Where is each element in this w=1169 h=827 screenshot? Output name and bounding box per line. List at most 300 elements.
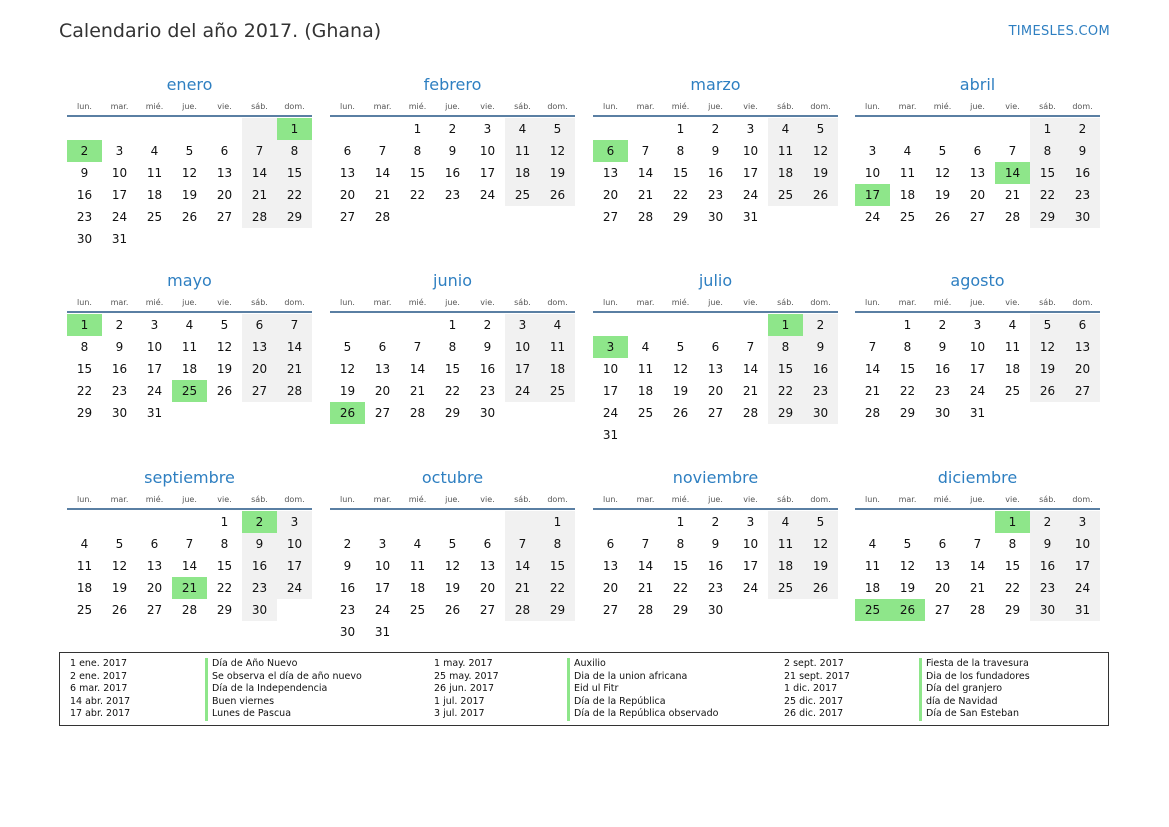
day-cell[interactable]: 14 [505, 555, 540, 577]
day-cell[interactable]: 19 [803, 555, 838, 577]
day-cell[interactable]: 29 [540, 599, 575, 621]
day-cell[interactable]: 25 [540, 380, 575, 402]
day-cell[interactable]: 9 [448, 144, 457, 158]
day-cell[interactable]: 3 [593, 336, 628, 358]
day-cell[interactable]: 31 [146, 406, 163, 420]
day-cell[interactable]: 27 [602, 603, 619, 617]
day-cell[interactable]: 6 [242, 314, 277, 336]
day-cell[interactable]: 8 [1030, 140, 1065, 162]
day-cell[interactable]: 1 [540, 511, 575, 533]
day-cell[interactable]: 21 [742, 384, 759, 398]
day-cell[interactable]: 24 [479, 188, 496, 202]
day-cell[interactable]: 20 [1065, 358, 1100, 380]
day-cell[interactable]: 10 [602, 362, 619, 376]
day-cell[interactable]: 11 [864, 559, 881, 573]
day-cell[interactable]: 28 [242, 206, 277, 228]
day-cell[interactable]: 8 [676, 144, 685, 158]
day-cell[interactable]: 26 [444, 603, 461, 617]
day-cell[interactable]: 1 [1030, 118, 1065, 140]
day-cell[interactable]: 18 [899, 188, 916, 202]
day-cell[interactable]: 6 [593, 140, 628, 162]
day-cell[interactable]: 15 [540, 555, 575, 577]
day-cell[interactable]: 25 [76, 603, 93, 617]
day-cell[interactable]: 1 [676, 122, 685, 136]
day-cell[interactable]: 19 [803, 162, 838, 184]
day-cell[interactable]: 20 [216, 188, 233, 202]
day-cell[interactable]: 25 [1004, 384, 1021, 398]
day-cell[interactable]: 15 [277, 162, 312, 184]
day-cell[interactable]: 26 [111, 603, 128, 617]
day-cell[interactable]: 26 [330, 402, 365, 424]
day-cell[interactable]: 3 [973, 318, 982, 332]
day-cell[interactable]: 25 [855, 599, 890, 621]
day-cell[interactable]: 6 [220, 144, 229, 158]
day-cell[interactable]: 31 [969, 406, 986, 420]
day-cell[interactable]: 12 [803, 533, 838, 555]
day-cell[interactable]: 30 [76, 232, 93, 246]
day-cell[interactable]: 22 [899, 384, 916, 398]
day-cell[interactable]: 8 [277, 140, 312, 162]
day-cell[interactable]: 10 [969, 340, 986, 354]
day-cell[interactable]: 26 [890, 599, 925, 621]
day-cell[interactable]: 4 [768, 511, 803, 533]
day-cell[interactable]: 12 [1030, 336, 1065, 358]
day-cell[interactable]: 24 [1065, 577, 1100, 599]
day-cell[interactable]: 17 [374, 581, 391, 595]
day-cell[interactable]: 21 [374, 188, 391, 202]
day-cell[interactable]: 20 [242, 358, 277, 380]
day-cell[interactable]: 19 [216, 362, 233, 376]
day-cell[interactable]: 1 [995, 511, 1030, 533]
day-cell[interactable]: 16 [934, 362, 951, 376]
day-cell[interactable]: 29 [277, 206, 312, 228]
day-cell[interactable]: 9 [711, 537, 720, 551]
day-cell[interactable]: 5 [115, 537, 124, 551]
day-cell[interactable]: 15 [1004, 559, 1021, 573]
day-cell[interactable]: 24 [602, 406, 619, 420]
day-cell[interactable]: 12 [111, 559, 128, 573]
day-cell[interactable]: 3 [115, 144, 124, 158]
day-cell[interactable]: 4 [185, 318, 194, 332]
day-cell[interactable]: 28 [505, 599, 540, 621]
day-cell[interactable]: 22 [768, 380, 803, 402]
day-cell[interactable]: 16 [242, 555, 277, 577]
day-cell[interactable]: 14 [637, 559, 654, 573]
day-cell[interactable]: 18 [76, 581, 93, 595]
day-cell[interactable]: 16 [111, 362, 128, 376]
day-cell[interactable]: 11 [899, 166, 916, 180]
day-cell[interactable]: 3 [505, 314, 540, 336]
day-cell[interactable]: 12 [216, 340, 233, 354]
day-cell[interactable]: 5 [220, 318, 229, 332]
day-cell[interactable]: 11 [540, 336, 575, 358]
day-cell[interactable]: 19 [1030, 358, 1065, 380]
day-cell[interactable]: 14 [969, 559, 986, 573]
day-cell[interactable]: 30 [803, 402, 838, 424]
day-cell[interactable]: 24 [374, 603, 391, 617]
day-cell[interactable]: 8 [768, 336, 803, 358]
day-cell[interactable]: 24 [969, 384, 986, 398]
day-cell[interactable]: 4 [641, 340, 650, 354]
day-cell[interactable]: 22 [216, 581, 233, 595]
day-cell[interactable]: 31 [742, 210, 759, 224]
day-cell[interactable]: 7 [868, 340, 877, 354]
day-cell[interactable]: 4 [505, 118, 540, 140]
day-cell[interactable]: 16 [339, 581, 356, 595]
day-cell[interactable]: 7 [641, 537, 650, 551]
brand-link[interactable]: TIMESLES.COM [1008, 24, 1110, 39]
day-cell[interactable]: 10 [742, 537, 759, 551]
day-cell[interactable]: 23 [707, 581, 724, 595]
day-cell[interactable]: 25 [637, 406, 654, 420]
day-cell[interactable]: 12 [672, 362, 689, 376]
day-cell[interactable]: 5 [803, 511, 838, 533]
day-cell[interactable]: 20 [602, 581, 619, 595]
day-cell[interactable]: 30 [111, 406, 128, 420]
day-cell[interactable]: 22 [277, 184, 312, 206]
day-cell[interactable]: 13 [602, 166, 619, 180]
day-cell[interactable]: 1 [220, 515, 229, 529]
day-cell[interactable]: 20 [707, 384, 724, 398]
day-cell[interactable]: 24 [742, 581, 759, 595]
day-cell[interactable]: 27 [934, 603, 951, 617]
day-cell[interactable]: 6 [606, 537, 615, 551]
day-cell[interactable]: 10 [1065, 533, 1100, 555]
day-cell[interactable]: 18 [637, 384, 654, 398]
day-cell[interactable]: 8 [903, 340, 912, 354]
day-cell[interactable]: 17 [111, 188, 128, 202]
day-cell[interactable]: 19 [899, 581, 916, 595]
day-cell[interactable]: 8 [448, 340, 457, 354]
day-cell[interactable]: 2 [803, 314, 838, 336]
day-cell[interactable]: 9 [483, 340, 492, 354]
day-cell[interactable]: 1 [413, 122, 422, 136]
day-cell[interactable]: 26 [181, 210, 198, 224]
day-cell[interactable]: 30 [934, 406, 951, 420]
day-cell[interactable]: 29 [76, 406, 93, 420]
day-cell[interactable]: 5 [185, 144, 194, 158]
day-cell[interactable]: 1 [448, 318, 457, 332]
day-cell[interactable]: 11 [768, 140, 803, 162]
day-cell[interactable]: 10 [374, 559, 391, 573]
day-cell[interactable]: 24 [111, 210, 128, 224]
day-cell[interactable]: 19 [111, 581, 128, 595]
day-cell[interactable]: 9 [938, 340, 947, 354]
day-cell[interactable]: 14 [864, 362, 881, 376]
day-cell[interactable]: 20 [969, 188, 986, 202]
day-cell[interactable]: 18 [146, 188, 163, 202]
day-cell[interactable]: 23 [76, 210, 93, 224]
day-cell[interactable]: 23 [934, 384, 951, 398]
day-cell[interactable]: 14 [277, 336, 312, 358]
day-cell[interactable]: 3 [746, 122, 755, 136]
day-cell[interactable]: 28 [409, 406, 426, 420]
day-cell[interactable]: 6 [378, 340, 387, 354]
day-cell[interactable]: 25 [409, 603, 426, 617]
day-cell[interactable]: 5 [448, 537, 457, 551]
day-cell[interactable]: 16 [707, 166, 724, 180]
day-cell[interactable]: 13 [602, 559, 619, 573]
day-cell[interactable]: 27 [602, 210, 619, 224]
day-cell[interactable]: 18 [768, 162, 803, 184]
day-cell[interactable]: 10 [479, 144, 496, 158]
day-cell[interactable]: 31 [111, 232, 128, 246]
day-cell[interactable]: 17 [277, 555, 312, 577]
day-cell[interactable]: 18 [505, 162, 540, 184]
day-cell[interactable]: 10 [864, 166, 881, 180]
day-cell[interactable]: 24 [146, 384, 163, 398]
day-cell[interactable]: 20 [602, 188, 619, 202]
day-cell[interactable]: 18 [1004, 362, 1021, 376]
day-cell[interactable]: 8 [540, 533, 575, 555]
day-cell[interactable]: 15 [768, 358, 803, 380]
day-cell[interactable]: 28 [1004, 210, 1021, 224]
day-cell[interactable]: 21 [505, 577, 540, 599]
day-cell[interactable]: 31 [1065, 599, 1100, 621]
day-cell[interactable]: 17 [1065, 555, 1100, 577]
day-cell[interactable]: 13 [969, 166, 986, 180]
day-cell[interactable]: 26 [1030, 380, 1065, 402]
day-cell[interactable]: 21 [242, 184, 277, 206]
day-cell[interactable]: 13 [216, 166, 233, 180]
day-cell[interactable]: 11 [505, 140, 540, 162]
day-cell[interactable]: 29 [1004, 603, 1021, 617]
day-cell[interactable]: 30 [707, 210, 724, 224]
day-cell[interactable]: 4 [1008, 318, 1017, 332]
day-cell[interactable]: 16 [707, 559, 724, 573]
day-cell[interactable]: 19 [540, 162, 575, 184]
day-cell[interactable]: 17 [969, 362, 986, 376]
day-cell[interactable]: 12 [339, 362, 356, 376]
day-cell[interactable]: 16 [444, 166, 461, 180]
day-cell[interactable]: 26 [540, 184, 575, 206]
day-cell[interactable]: 15 [409, 166, 426, 180]
day-cell[interactable]: 27 [242, 380, 277, 402]
day-cell[interactable]: 7 [641, 144, 650, 158]
day-cell[interactable]: 15 [1030, 162, 1065, 184]
day-cell[interactable]: 5 [343, 340, 352, 354]
day-cell[interactable]: 30 [242, 599, 277, 621]
day-cell[interactable]: 12 [803, 140, 838, 162]
day-cell[interactable]: 30 [1030, 599, 1065, 621]
day-cell[interactable]: 22 [76, 384, 93, 398]
day-cell[interactable]: 8 [220, 537, 229, 551]
day-cell[interactable]: 29 [1030, 206, 1065, 228]
day-cell[interactable]: 11 [146, 166, 163, 180]
day-cell[interactable]: 1 [67, 314, 102, 336]
day-cell[interactable]: 23 [444, 188, 461, 202]
day-cell[interactable]: 21 [864, 384, 881, 398]
day-cell[interactable]: 24 [505, 380, 540, 402]
day-cell[interactable]: 29 [672, 210, 689, 224]
day-cell[interactable]: 23 [111, 384, 128, 398]
day-cell[interactable]: 16 [803, 358, 838, 380]
day-cell[interactable]: 5 [903, 537, 912, 551]
day-cell[interactable]: 17 [505, 358, 540, 380]
day-cell[interactable]: 23 [803, 380, 838, 402]
day-cell[interactable]: 19 [672, 384, 689, 398]
day-cell[interactable]: 20 [479, 581, 496, 595]
day-cell[interactable]: 1 [277, 118, 312, 140]
day-cell[interactable]: 24 [864, 210, 881, 224]
day-cell[interactable]: 13 [479, 559, 496, 573]
day-cell[interactable]: 2 [242, 511, 277, 533]
day-cell[interactable]: 1 [676, 515, 685, 529]
day-cell[interactable]: 5 [1030, 314, 1065, 336]
day-cell[interactable]: 23 [242, 577, 277, 599]
day-cell[interactable]: 5 [938, 144, 947, 158]
day-cell[interactable]: 26 [934, 210, 951, 224]
day-cell[interactable]: 27 [216, 210, 233, 224]
day-cell[interactable]: 5 [803, 118, 838, 140]
day-cell[interactable]: 28 [864, 406, 881, 420]
day-cell[interactable]: 21 [637, 188, 654, 202]
day-cell[interactable]: 14 [374, 166, 391, 180]
day-cell[interactable]: 10 [146, 340, 163, 354]
day-cell[interactable]: 3 [483, 122, 492, 136]
day-cell[interactable]: 12 [181, 166, 198, 180]
day-cell[interactable]: 3 [378, 537, 387, 551]
day-cell[interactable]: 14 [409, 362, 426, 376]
day-cell[interactable]: 27 [339, 210, 356, 224]
day-cell[interactable]: 7 [242, 140, 277, 162]
day-cell[interactable]: 17 [855, 184, 890, 206]
day-cell[interactable]: 21 [277, 358, 312, 380]
day-cell[interactable]: 23 [339, 603, 356, 617]
day-cell[interactable]: 12 [444, 559, 461, 573]
day-cell[interactable]: 12 [899, 559, 916, 573]
day-cell[interactable]: 1 [903, 318, 912, 332]
day-cell[interactable]: 18 [181, 362, 198, 376]
day-cell[interactable]: 9 [1030, 533, 1065, 555]
day-cell[interactable]: 2 [1030, 511, 1065, 533]
day-cell[interactable]: 15 [672, 559, 689, 573]
day-cell[interactable]: 24 [742, 188, 759, 202]
day-cell[interactable]: 19 [934, 188, 951, 202]
day-cell[interactable]: 18 [864, 581, 881, 595]
day-cell[interactable]: 28 [637, 603, 654, 617]
day-cell[interactable]: 13 [339, 166, 356, 180]
day-cell[interactable]: 20 [934, 581, 951, 595]
day-cell[interactable]: 13 [707, 362, 724, 376]
day-cell[interactable]: 15 [216, 559, 233, 573]
day-cell[interactable]: 17 [602, 384, 619, 398]
day-cell[interactable]: 8 [80, 340, 89, 354]
day-cell[interactable]: 4 [868, 537, 877, 551]
day-cell[interactable]: 17 [479, 166, 496, 180]
day-cell[interactable]: 23 [1065, 184, 1100, 206]
day-cell[interactable]: 22 [1030, 184, 1065, 206]
day-cell[interactable]: 15 [899, 362, 916, 376]
day-cell[interactable]: 15 [76, 362, 93, 376]
day-cell[interactable]: 27 [1065, 380, 1100, 402]
day-cell[interactable]: 26 [672, 406, 689, 420]
day-cell[interactable]: 9 [711, 144, 720, 158]
day-cell[interactable]: 20 [339, 188, 356, 202]
day-cell[interactable]: 23 [707, 188, 724, 202]
day-cell[interactable]: 3 [868, 144, 877, 158]
day-cell[interactable]: 29 [672, 603, 689, 617]
day-cell[interactable]: 29 [768, 402, 803, 424]
day-cell[interactable]: 26 [803, 577, 838, 599]
day-cell[interactable]: 18 [768, 555, 803, 577]
day-cell[interactable]: 4 [903, 144, 912, 158]
day-cell[interactable]: 26 [216, 384, 233, 398]
day-cell[interactable]: 26 [803, 184, 838, 206]
day-cell[interactable]: 30 [339, 625, 356, 639]
day-cell[interactable]: 2 [711, 122, 720, 136]
day-cell[interactable]: 3 [277, 511, 312, 533]
day-cell[interactable]: 25 [172, 380, 207, 402]
day-cell[interactable]: 31 [374, 625, 391, 639]
day-cell[interactable]: 6 [1065, 314, 1100, 336]
day-cell[interactable]: 18 [540, 358, 575, 380]
day-cell[interactable]: 20 [146, 581, 163, 595]
day-cell[interactable]: 11 [181, 340, 198, 354]
day-cell[interactable]: 28 [637, 210, 654, 224]
day-cell[interactable]: 28 [374, 210, 391, 224]
day-cell[interactable]: 6 [711, 340, 720, 354]
day-cell[interactable]: 9 [115, 340, 124, 354]
day-cell[interactable]: 25 [768, 184, 803, 206]
day-cell[interactable]: 3 [746, 515, 755, 529]
day-cell[interactable]: 7 [1008, 144, 1017, 158]
day-cell[interactable]: 18 [409, 581, 426, 595]
day-cell[interactable]: 2 [483, 318, 492, 332]
day-cell[interactable]: 11 [637, 362, 654, 376]
day-cell[interactable]: 4 [413, 537, 422, 551]
day-cell[interactable]: 19 [339, 384, 356, 398]
day-cell[interactable]: 21 [409, 384, 426, 398]
day-cell[interactable]: 16 [1065, 162, 1100, 184]
day-cell[interactable]: 9 [803, 336, 838, 358]
day-cell[interactable]: 10 [277, 533, 312, 555]
day-cell[interactable]: 25 [505, 184, 540, 206]
day-cell[interactable]: 10 [742, 144, 759, 158]
day-cell[interactable]: 8 [413, 144, 422, 158]
day-cell[interactable]: 9 [242, 533, 277, 555]
day-cell[interactable]: 7 [185, 537, 194, 551]
day-cell[interactable]: 15 [444, 362, 461, 376]
day-cell[interactable]: 14 [242, 162, 277, 184]
day-cell[interactable]: 6 [343, 144, 352, 158]
day-cell[interactable]: 15 [672, 166, 689, 180]
day-cell[interactable]: 2 [67, 140, 102, 162]
day-cell[interactable]: 9 [1065, 140, 1100, 162]
day-cell[interactable]: 19 [444, 581, 461, 595]
day-cell[interactable]: 7 [505, 533, 540, 555]
day-cell[interactable]: 11 [409, 559, 426, 573]
day-cell[interactable]: 30 [1065, 206, 1100, 228]
day-cell[interactable]: 21 [637, 581, 654, 595]
day-cell[interactable]: 9 [343, 559, 352, 573]
day-cell[interactable]: 4 [768, 118, 803, 140]
day-cell[interactable]: 11 [1004, 340, 1021, 354]
day-cell[interactable]: 29 [444, 406, 461, 420]
day-cell[interactable]: 7 [277, 314, 312, 336]
day-cell[interactable]: 21 [1004, 188, 1021, 202]
day-cell[interactable]: 27 [479, 603, 496, 617]
day-cell[interactable]: 29 [216, 603, 233, 617]
day-cell[interactable]: 6 [483, 537, 492, 551]
day-cell[interactable]: 25 [899, 210, 916, 224]
day-cell[interactable]: 28 [742, 406, 759, 420]
day-cell[interactable]: 13 [242, 336, 277, 358]
day-cell[interactable]: 24 [277, 577, 312, 599]
day-cell[interactable]: 2 [938, 318, 947, 332]
day-cell[interactable]: 13 [934, 559, 951, 573]
day-cell[interactable]: 27 [146, 603, 163, 617]
